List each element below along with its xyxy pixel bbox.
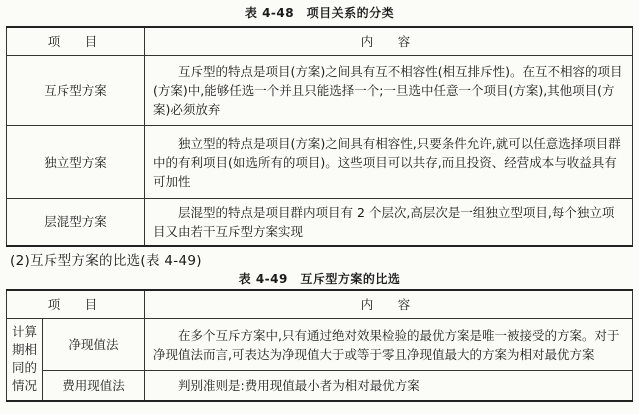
table-row xyxy=(7,199,633,246)
group-label: 计算期相同的情况 xyxy=(7,319,43,401)
header-item: 项 目 xyxy=(7,290,145,319)
row-content: 判别准则是:费用现值最小者为相对最优方案 xyxy=(145,371,633,401)
header-content: 内 容 xyxy=(145,290,633,319)
row-content: 独立型的特点是项目(方案)之间具有相容性,只要条件允许,就可以任意选择项目群中的有利项目(如选所有的项目)。这些项目可以共存,而且投资、经营成本与收益具有可加性 xyxy=(145,126,633,199)
row-content: 在多个互斥方案中,只有通过绝对效果检验的最优方案是唯一被接受的方案。对于净现值法而言,可表达为净现值大于或等于零且净现值最大的方案为相对最优方案 xyxy=(145,319,633,371)
table-row xyxy=(7,371,633,401)
table-header-row xyxy=(7,290,633,319)
table1-caption: 表 4-48 项目关系的分类 xyxy=(244,6,395,20)
table-header-row xyxy=(7,27,633,56)
project-relation-table xyxy=(6,26,633,247)
table-row xyxy=(7,319,633,371)
header-item: 项 目 xyxy=(7,27,145,56)
row-label: 独立型方案 xyxy=(7,126,145,199)
row-label: 净现值法 xyxy=(43,319,145,371)
row-content: 互斥型的特点是项目(方案)之间具有互不相容性(相互排斥性)。在互不相容的项目(方案)中,能够任选一个并且只能选择一个;一旦选中任意一个项目(方案),其他项目(方案)必须放弃 xyxy=(145,56,633,126)
row-label: 互斥型方案 xyxy=(7,56,145,126)
section-title: (2)互斥型方案的比选(表 4-49) xyxy=(10,253,202,269)
table2-caption: 表 4-49 互斥型方案的比选 xyxy=(238,272,401,286)
table-row xyxy=(7,126,633,199)
row-label: 费用现值法 xyxy=(43,371,145,401)
header-content: 内 容 xyxy=(145,27,633,56)
table-row xyxy=(7,56,633,126)
row-label: 层混型方案 xyxy=(7,199,145,246)
row-content: 层混型的特点是项目群内项目有 2 个层次,高层次是一组独立型项目,每个独立项目又由若干互斥型方案实现 xyxy=(145,199,633,246)
mutex-comparison-table xyxy=(6,289,633,402)
